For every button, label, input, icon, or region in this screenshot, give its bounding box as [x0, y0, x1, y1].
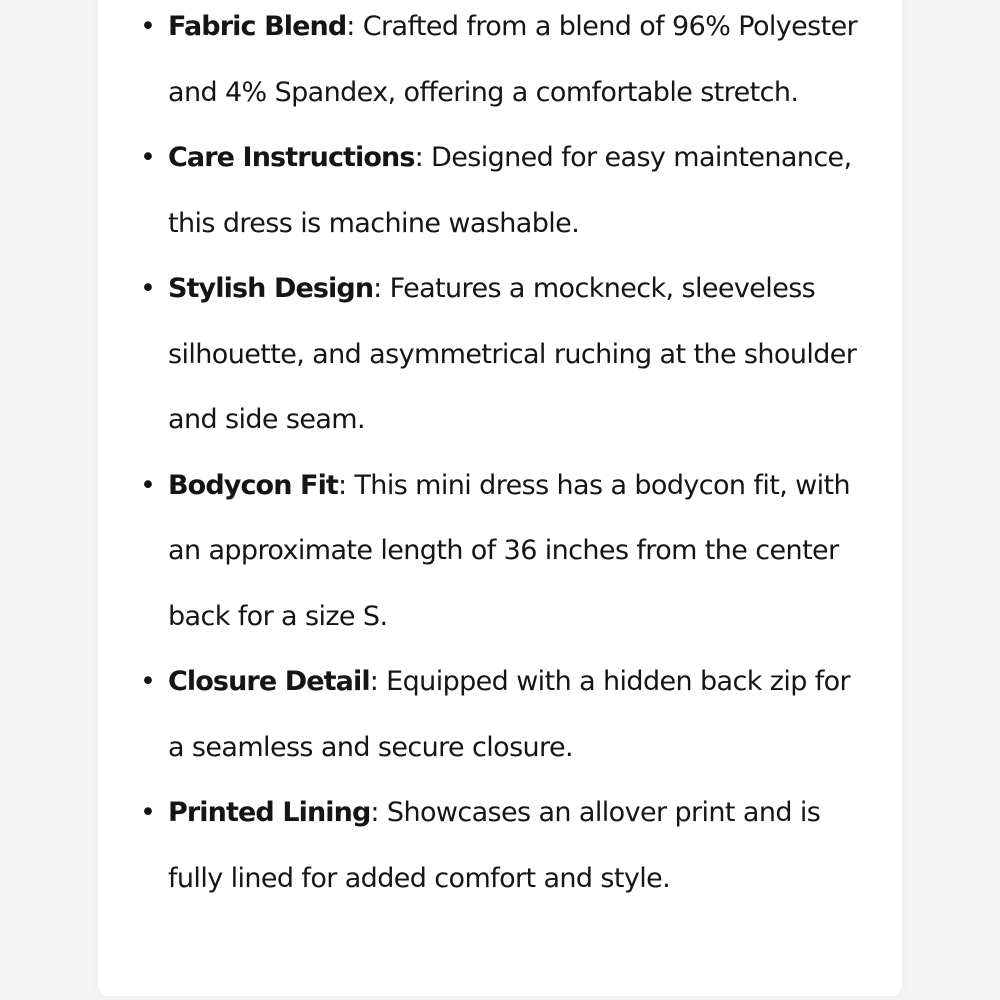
list-item-care-instructions [140, 125, 868, 256]
list-item-stylish-design [140, 256, 868, 453]
bullet-icon: • [140, 797, 156, 828]
list-item-fabric-blend [140, 0, 868, 125]
list-item-bodycon-fit [140, 453, 868, 650]
bullet-icon: • [140, 469, 156, 501]
bullet-icon: • [140, 11, 156, 42]
bullet-icon: • [140, 273, 156, 304]
feature-description: : Designed for easy maintenance, this dress is machine washable. [168, 142, 852, 239]
feature-description: : Equipped with a hidden back zip for a seamless and secure closure. [168, 666, 851, 763]
feature-description: : Features a mockneck, sleeveless silhouette, and asymmetrical ruching at the shoulder and side seam. [168, 273, 857, 435]
feature-description: : Showcases an allover print and is fully lined for added comfort and style. [168, 797, 821, 894]
bullet-icon: • [140, 142, 156, 173]
feature-description: : Crafted from a blend of 96% Polyester and 4% Spandex, offering a comfortable stretch. [168, 11, 858, 108]
feature-term: Bodycon Fit [168, 469, 338, 501]
feature-term: Printed Lining [168, 797, 371, 828]
feature-term: Closure Detail [168, 666, 370, 697]
feature-list [140, 0, 868, 911]
list-item-printed-lining [140, 780, 868, 911]
bullet-icon: • [140, 666, 156, 697]
feature-description: : This mini dress has a bodycon fit, with an approximate length of 36 inches from the center back for a size S. [168, 469, 851, 632]
feature-term: Stylish Design [168, 273, 374, 304]
feature-term: Fabric Blend [168, 11, 347, 42]
feature-term: Care Instructions [168, 142, 415, 173]
list-item-closure-detail [140, 649, 868, 780]
